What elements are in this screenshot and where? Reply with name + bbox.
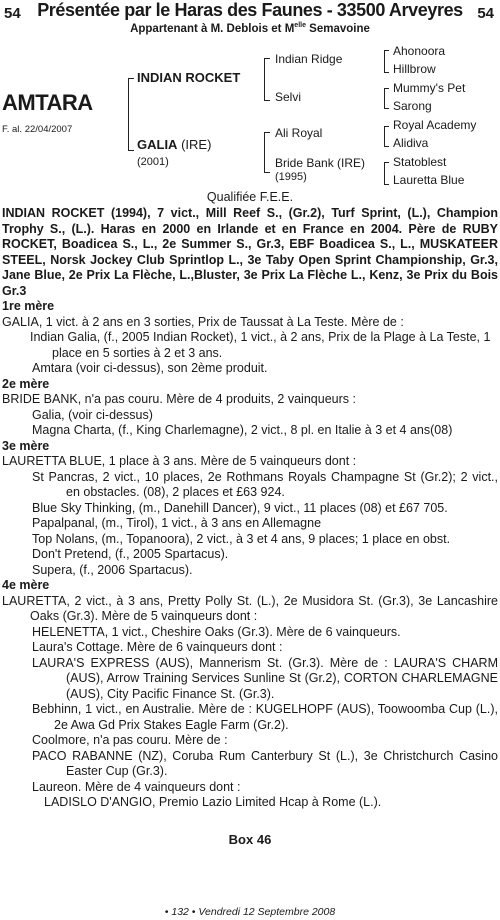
pedigree-g1: Ahonoora — [393, 44, 446, 58]
first-dam-intro: GALIA, 1 vict. à 2 ans en 3 sorties, Prix de Taussat à La Teste. Mère de : — [2, 314, 404, 329]
fourth-dam-produce-1: HELENETTA, 1 vict., Cheshire Oaks (Gr.3). Mère de 6 vainqueurs. — [32, 624, 401, 639]
pedigree-dam: GALIA (IRE) — [137, 137, 212, 152]
fourth-dam-intro: LAURETTA, 2 vict., à 3 ans, Pretty Polly St. (L.), 2e Musidora St. (Gr.3), 3e Lancashire Oaks (Gr.3). Mère de 5 vainqueurs dont : — [2, 593, 498, 623]
fourth-dam-grandproduce-2: PACO RABANNE (NZ), Coruba Rum Canterbury St (L.), 3e Christchurch Casino Easter Cup (Gr.3). — [32, 748, 498, 778]
third-dam-produce-6: Supera, (f., 2006 Spartacus). — [32, 562, 193, 577]
pedigree-sire-dam: Selvi — [275, 90, 302, 104]
pedigree-g5: Royal Academy — [393, 118, 477, 132]
horse-name: AMTARA — [2, 90, 93, 115]
first-dam-produce-1: Indian Galia, (f., 2005 Indian Rocket), 1 vict., à 2 ans, Prix de la Plage à La Teste, 1 place en 5 sorties à 2 et 3 ans. — [30, 330, 491, 360]
fourth-dam-grandproduce-1: LAURA'S EXPRESS (AUS), Mannerism St. (Gr.3). Mère de : LAURA'S CHARM (AUS), Arrow Training Services Sunline St (Gr.2), CORTON CHARLEMAGNE (AUS), City Pacific Finance St. (Gr.3). — [32, 655, 498, 701]
pedigree-g7: Statoblest — [393, 155, 447, 169]
catalogue-body — [2, 206, 498, 811]
fourth-dam-produce-3: Bebhinn, 1 vict., en Australie. Mère de : KUGELHOPF (AUS), Toowoomba Cup (L.), 2e Awa Gd Prix Stakes Eagle Farm (Gr.2). — [32, 702, 498, 732]
third-dam-produce-5: Don't Pretend, (f., 2005 Spartacus). — [32, 547, 229, 561]
third-dam-produce-3: Papalpanal, (m., Tirol), 1 vict., à 3 ans en Allemagne — [32, 516, 322, 530]
third-dam-produce-1: St Pancras, 2 vict., 10 places, 2e Rothmans Royals Champagne St (Gr.2); 2 vict., en obstacles. (08), 2 places et £63 924. — [32, 469, 498, 499]
section-first-dam: 1re mère — [2, 299, 55, 313]
lot-number-left: 54 — [4, 5, 21, 22]
third-dam-intro: LAURETTA BLUE, 1 place à 3 ans. Mère de 5 vainqueurs dont : — [2, 454, 357, 468]
pedigree-sire-sire: Indian Ridge — [275, 52, 343, 66]
pedigree-g6: Alidiva — [393, 136, 429, 150]
pedigree-g3: Mummy's Pet — [393, 81, 466, 95]
pedigree-dam-sire: Ali Royal — [275, 126, 323, 140]
pedigree-dam-year: (2001) — [137, 156, 169, 168]
second-dam-produce-1: Galia, (voir ci-dessus) — [32, 407, 153, 422]
fourth-dam-produce-4: Coolmore, n'a pas couru. Mère de : — [32, 733, 228, 747]
page-footer: • 132 • Vendredi 12 Septembre 2008 — [164, 906, 336, 918]
pedigree-dam-dam: Bride Bank (IRE) — [275, 156, 366, 170]
third-dam-produce-4: Top Nolans, (m., Topanoora), 2 vict., à 3 et 4 ans, 9 places; 1 place en obst. — [32, 531, 451, 546]
pedigree-g2: Hillbrow — [393, 62, 436, 76]
section-third-dam: 3e mère — [2, 438, 50, 453]
second-dam-intro: BRIDE BANK, n'a pas couru. Mère de 4 produits, 2 vainqueurs : — [2, 392, 356, 406]
third-dam-produce-2: Blue Sky Thinking, (m., Danehill Dancer), 9 vict., 11 places (08) et £67 705. — [32, 500, 448, 515]
section-second-dam: 2e mère — [2, 376, 50, 391]
first-dam-produce-2: Amtara (voir ci-dessus), son 2ème produit. — [32, 361, 268, 375]
horse-birth: F. al. 22/04/2007 — [2, 124, 73, 135]
qualification: Qualifiée F.E.E. — [206, 190, 294, 204]
fourth-dam-grandproduce-3: LADISLO D'ANGIO, Premio Lazio Limited Hcap à Rome (L.). — [44, 795, 382, 809]
lot-number-right: 54 — [477, 5, 494, 22]
section-fourth-dam: 4e mère — [2, 578, 50, 592]
pedigree-dam-dam-year: (1995) — [275, 171, 307, 183]
consignor-title: Présentée par le Haras des Faunes - 33500 Arveyres — [37, 0, 463, 20]
pedigree-g4: Sarong — [393, 99, 432, 113]
pedigree-g8: Lauretta Blue — [393, 173, 465, 187]
second-dam-produce-2: Magna Charta, (f., King Charlemagne), 2 vict., 8 pl. en Italie à 3 et 4 ans(08) — [32, 423, 453, 437]
fourth-dam-produce-2: Laura's Cottage. Mère de 6 vainqueurs dont : — [32, 640, 283, 654]
pedigree-sire: INDIAN ROCKET — [137, 70, 241, 85]
fourth-dam-produce-5: Laureon. Mère de 4 vainqueurs dont : — [32, 779, 241, 794]
owner-line: Appartenant à M. Deblois et $M^{elle}$ Semavoine — [130, 22, 370, 35]
sire-record: INDIAN ROCKET (1994), 7 vict., Mill Reef S., (Gr.2), Turf Sprint, (L.), Champion Trophy S., (L.). Haras en 2000 en Irlande et en France en 2004. Père de RUBY ROCKET, Boadicea S., L., 2e Summer S., Gr.3, EBF Boadicea S., L., MUSKATEER STEEL, Norsk Jockey Club Sprintlop L., 3e Taby Open Sprint Championship, Gr.3, Jane Blue, 2e Prix La Flèche, L.,Bluster, 3e Prix La Flèche L., Kenz, 3e Prix du Bois Gr.3 — [2, 206, 498, 298]
box-number: Box 46 — [228, 832, 272, 847]
